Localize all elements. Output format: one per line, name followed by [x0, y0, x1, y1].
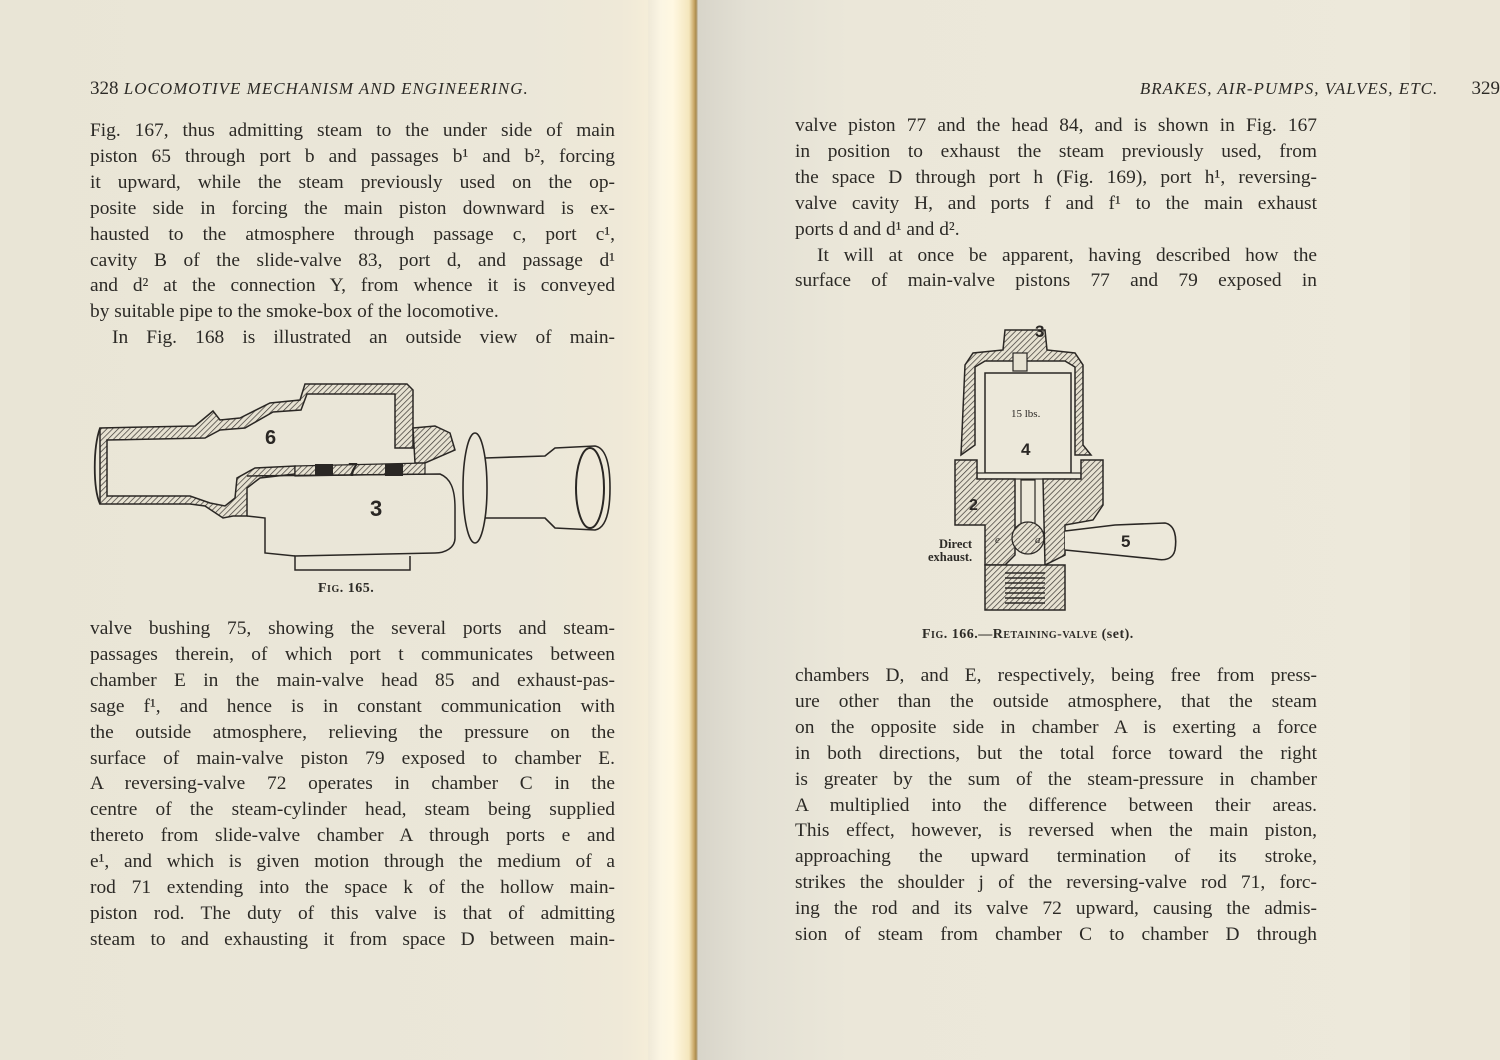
text-line: piston rod. The duty of this valve is that of admitting	[90, 902, 615, 924]
text-line: approaching the upward termination of its stroke,	[795, 846, 1317, 868]
text-line: in both directions, but the total force toward the right	[795, 742, 1317, 764]
text-line: chamber E in the main-valve head 85 and exhaust-pas-	[90, 669, 615, 691]
figure-label: 2	[969, 497, 978, 514]
running-head-title: LOCOMOTIVE MECHANISM AND ENGINEERING.	[123, 79, 529, 98]
text-line: surface of main-valve piston 79 exposed to chamber E.	[90, 747, 615, 769]
text-line: piston 65 through port b and passages b¹ and b², forcing	[90, 145, 615, 167]
text-line: cavity B of the slide-valve 83, port d, and passage d¹	[90, 249, 615, 271]
right-text-top	[795, 113, 1317, 294]
text-line: It will at once be apparent, having described how the	[817, 244, 1317, 266]
text-line: strikes the shoulder j of the reversing-valve rod 71, forc-	[795, 872, 1317, 894]
book-gutter	[648, 0, 698, 1060]
figure-165-caption: Fig. 165.	[318, 581, 375, 596]
text-line: In Fig. 168 is illustrated an outside view of main-	[112, 327, 615, 349]
text-line: on the opposite side in chamber A is exerting a force	[795, 716, 1317, 738]
text-line: This effect, however, is reversed when the main piston,	[795, 820, 1317, 842]
figure-label: 15 lbs.	[1011, 408, 1041, 420]
text-line: ports d and d¹ and d².	[795, 218, 960, 240]
text-line: A reversing-valve 72 operates in chamber C in the	[90, 773, 615, 795]
text-line: hausted to the atmosphere through passage c, port c¹,	[90, 223, 615, 245]
text-line: e¹, and which is given motion through the medium of a	[90, 851, 615, 873]
left-running-head	[90, 78, 529, 100]
figure-label: 5	[1121, 532, 1131, 551]
text-line: by suitable pipe to the smoke-box of the locomotive.	[90, 301, 499, 323]
text-line: is greater by the sum of the steam-pressure in chamber	[795, 768, 1317, 790]
text-line: the space D through port h (Fig. 169), port h¹, reversing-	[795, 166, 1317, 188]
left-page	[0, 0, 660, 1060]
text-line: A multiplied into the difference between their areas.	[795, 794, 1317, 816]
figure-165-diagram	[95, 378, 615, 578]
text-line: sage f¹, and hence is in constant communication with	[90, 695, 615, 717]
text-line: valve piston 77 and the head 84, and is shown in Fig. 167	[795, 115, 1317, 136]
figure-label: e	[995, 534, 1000, 546]
text-line: passages therein, of which port t communicates between	[90, 643, 615, 665]
text-line: ing the rod and its valve 72 upward, causing the admis-	[795, 898, 1317, 920]
figure-166-caption: Fig. 166.—Retaining-valve (set).	[922, 627, 1134, 642]
running-head-title: BRAKES, AIR-PUMPS, VALVES, ETC.	[1139, 79, 1439, 98]
text-line: the outside atmosphere, relieving the pressure on the	[90, 721, 615, 743]
direct-exhaust-label: Direct exhaust.	[928, 537, 973, 564]
text-line: valve bushing 75, showing the several ports and steam-	[90, 618, 615, 639]
text-line: posite side in forcing the main piston downward is ex-	[90, 197, 615, 219]
figure-label: 6	[265, 427, 277, 449]
figure-166-diagram	[925, 322, 1185, 615]
page-number: 328	[90, 78, 119, 99]
text-line: chambers D, and E, respectively, being free from press-	[795, 665, 1317, 686]
text-line: valve cavity H, and ports f and f¹ to the main exhaust	[795, 192, 1317, 214]
text-line: thereto from slide-valve chamber A through ports e and	[90, 825, 615, 847]
figure-label: a	[1035, 534, 1041, 546]
text-line: centre of the steam-cylinder head, steam being supplied	[90, 799, 615, 821]
figure-label: 3	[1035, 322, 1045, 341]
text-line: rod 71 extending into the space k of the hollow main-	[90, 877, 615, 899]
figure-label: 3	[370, 496, 383, 521]
text-line: in position to exhaust the steam previously used, from	[795, 140, 1317, 162]
text-line: surface of main-valve pistons 77 and 79 exposed in	[795, 270, 1317, 292]
right-page	[690, 0, 1500, 1060]
text-line: sion of steam from chamber C to chamber D through	[795, 924, 1317, 946]
text-line: steam to and exhausting it from space D between main-	[90, 928, 615, 950]
text-line: ure other than the outside atmosphere, that the steam	[795, 690, 1317, 712]
text-line: and d² at the connection Y, from whence it is conveyed	[90, 275, 615, 297]
page-number: 329	[1471, 78, 1500, 99]
left-text-top	[90, 118, 615, 351]
figure-label: 7	[348, 460, 359, 480]
figure-label: 4	[1021, 440, 1031, 459]
right-running-head	[870, 78, 1500, 100]
text-line: Fig. 167, thus admitting steam to the under side of main	[90, 120, 615, 141]
left-text-bottom	[90, 616, 615, 953]
right-text-bottom	[795, 663, 1317, 948]
text-line: it upward, while the steam previously used on the op-	[90, 171, 615, 193]
